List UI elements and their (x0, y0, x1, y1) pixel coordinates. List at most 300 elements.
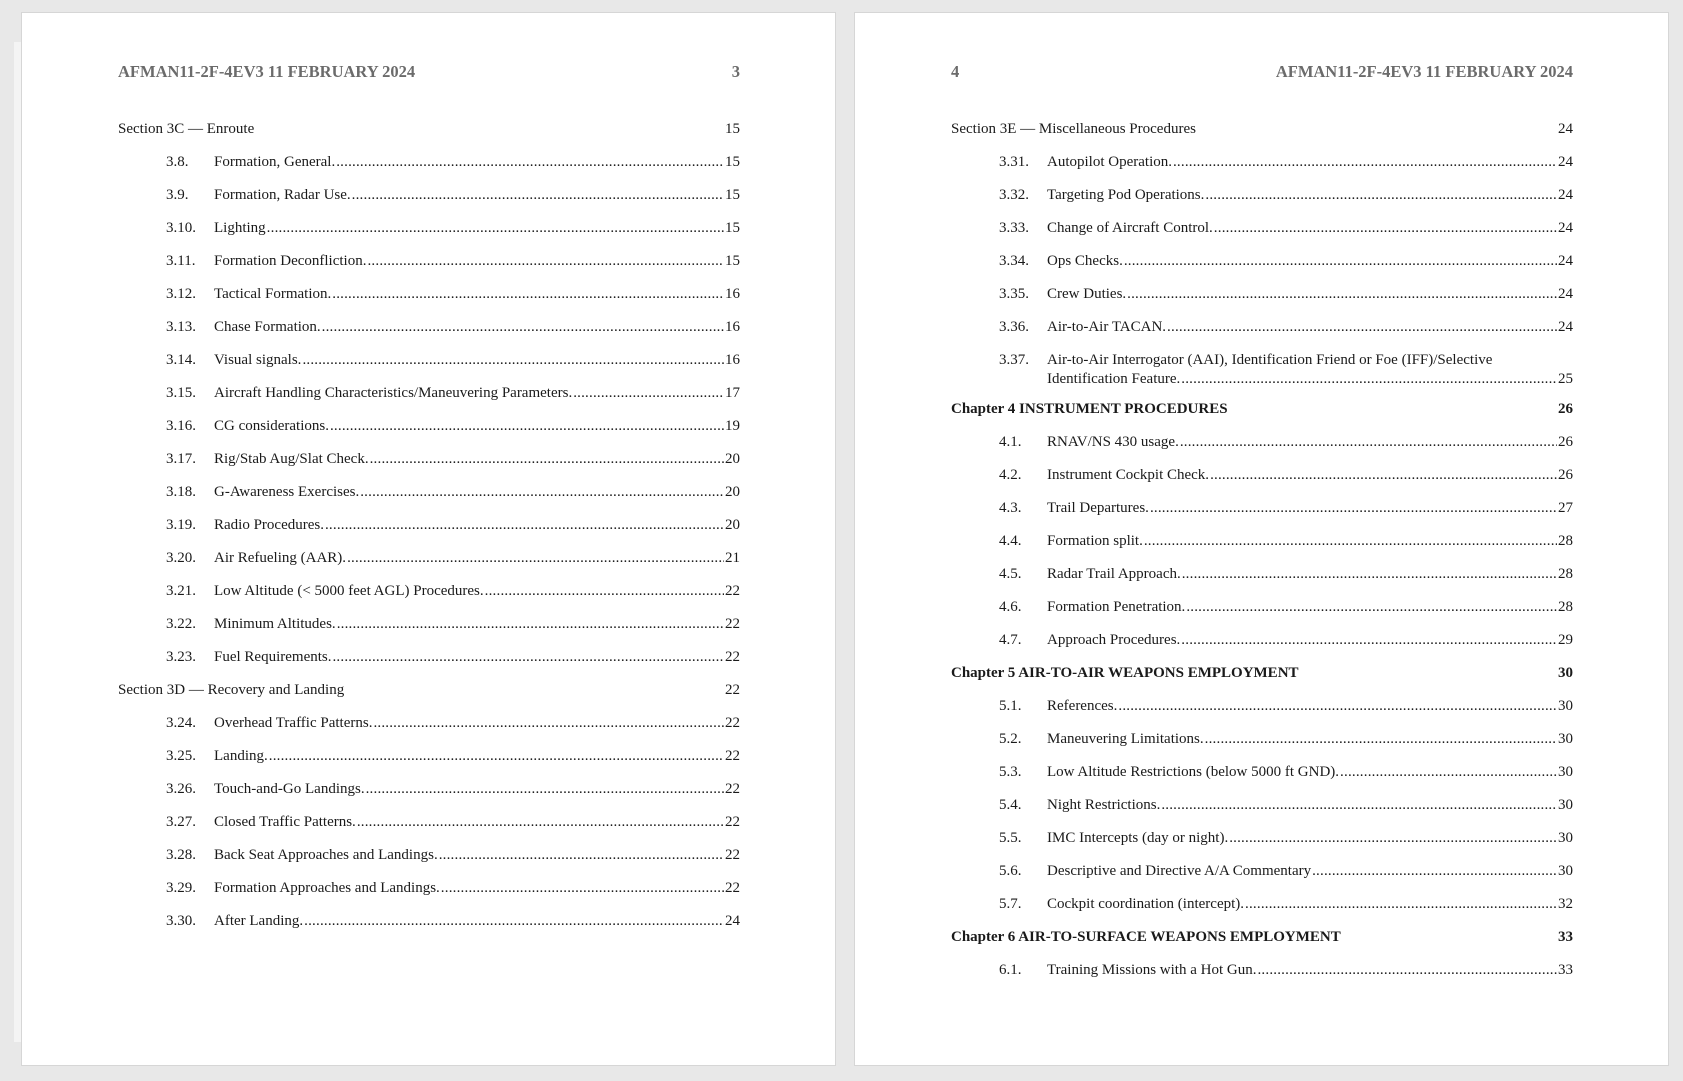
toc-entry-title: Touch-and-Go Landings. (214, 781, 365, 797)
toc-page-number: 24 (1558, 253, 1573, 269)
toc-entry-title: Formation Penetration. (1047, 599, 1186, 615)
toc-entry-number: 3.9. (166, 187, 189, 203)
toc-entry-line (1047, 153, 1573, 172)
page-number: 3 (731, 62, 740, 81)
dot-leader (332, 285, 724, 304)
toc-entry-line (214, 516, 740, 535)
toc-entry-line (1047, 565, 1573, 584)
toc-entry-title: Formation Approaches and Landings. (214, 880, 440, 896)
toc-entry-line (214, 318, 740, 337)
toc-entry-title: Chase Formation. (214, 319, 321, 335)
toc-page-number: 25 (1558, 371, 1573, 387)
toc-entry-title: Air-to-Air Interrogator (AAI), Identification Friend or Foe (IFF)/Selective (1047, 352, 1493, 368)
toc-entry-line (214, 879, 740, 898)
toc-entry-title: Formation, General. (214, 154, 336, 170)
toc-entry[interactable] (951, 346, 1573, 395)
toc-entry-title: Aircraft Handling Characteristics/Maneuvering Parameters. (214, 385, 573, 401)
toc-entry-title: Fuel Requirements. (214, 649, 332, 665)
toc-entry-title: Descriptive and Directive A/A Commentary (1047, 863, 1312, 879)
toc-page-number: 22 (725, 682, 740, 698)
toc-section-heading[interactable] (118, 115, 740, 148)
toc-entry[interactable] (118, 577, 740, 610)
toc-page-number: 22 (725, 583, 740, 599)
toc-entry-number: 3.20. (166, 550, 196, 566)
toc-entry-line (214, 912, 740, 931)
dot-leader (347, 549, 724, 568)
toc-entry-number: 3.29. (166, 880, 196, 896)
toc-entry-title: RNAV/NS 430 usage. (1047, 434, 1179, 450)
toc-entry[interactable] (118, 808, 740, 841)
toc-entry-title: Autopilot Operation. (1047, 154, 1172, 170)
toc-page-number: 24 (1558, 286, 1573, 302)
toc-entry-title: References. (1047, 698, 1118, 714)
dot-leader (1144, 532, 1557, 551)
toc-entry-number: 3.17. (166, 451, 196, 467)
toc-entry-number: 4.6. (999, 599, 1022, 615)
toc-entry-number: 5.3. (999, 764, 1022, 780)
document-title: AFMAN11-2F-4EV3 11 FEBRUARY 2024 (118, 62, 416, 81)
toc-entry[interactable] (951, 758, 1573, 791)
toc-entry-title: Instrument Cockpit Check. (1047, 467, 1210, 483)
toc-entry-number: 3.12. (166, 286, 196, 302)
dot-leader (1214, 219, 1557, 238)
dot-leader (357, 813, 724, 832)
toc-entry[interactable] (951, 956, 1573, 989)
toc-entry-number: 5.4. (999, 797, 1022, 813)
toc-entry-title: Tactical Formation. (214, 286, 332, 302)
toc-entry[interactable] (951, 890, 1573, 923)
toc-entry-title: Formation split. (1047, 533, 1143, 549)
dot-leader (1210, 466, 1557, 485)
chapter-title: Chapter 6 AIR-TO-SURFACE WEAPONS EMPLOYMENT (951, 929, 1341, 945)
toc-page-number: 32 (1558, 896, 1573, 912)
toc-entry-number: 3.22. (166, 616, 196, 632)
toc-entry[interactable] (118, 610, 740, 643)
toc-entry-line (1047, 219, 1573, 238)
toc-page-number: 16 (725, 352, 740, 368)
toc-entry-line (214, 252, 740, 271)
dot-leader (1181, 631, 1557, 650)
toc-entry[interactable] (118, 907, 740, 940)
toc-entry-title: Cockpit coordination (intercept). (1047, 896, 1245, 912)
toc-page-number: 30 (1558, 764, 1573, 780)
toc-entry-title: Formation, Radar Use. (214, 187, 351, 203)
dot-leader (1127, 285, 1557, 304)
dot-leader (337, 615, 724, 634)
toc-entry[interactable] (951, 725, 1573, 758)
toc-page-number: 22 (725, 616, 740, 632)
toc-page-number: 22 (725, 748, 740, 764)
toc-entry-title: Trail Departures. (1047, 500, 1149, 516)
toc-page-number: 24 (1558, 154, 1573, 170)
toc-page-number: 24 (1558, 121, 1573, 137)
dot-leader (304, 912, 724, 931)
toc-page-number: 30 (1558, 698, 1573, 714)
toc-entry[interactable] (951, 593, 1573, 626)
toc-entry-line (214, 483, 740, 502)
toc-entry[interactable] (951, 857, 1573, 890)
toc-entry-line (1047, 598, 1573, 617)
table-of-contents (951, 115, 1573, 989)
toc-entry-line (214, 615, 740, 634)
toc-entry[interactable] (118, 214, 740, 247)
toc-entry-line (1047, 697, 1573, 716)
toc-entry-line (1047, 730, 1573, 749)
toc-entry[interactable] (118, 445, 740, 478)
toc-entry[interactable] (118, 544, 740, 577)
toc-entry[interactable] (118, 181, 740, 214)
toc-entry-line (214, 351, 740, 370)
toc-entry[interactable] (118, 478, 740, 511)
toc-entry-line (1047, 862, 1573, 881)
dot-leader (1205, 186, 1557, 205)
toc-entry-number: 3.36. (999, 319, 1029, 335)
toc-entry-title: Rig/Stab Aug/Slat Check. (214, 451, 369, 467)
toc-entry[interactable] (951, 214, 1573, 247)
dot-leader (1181, 370, 1557, 389)
toc-entry-title: Training Missions with a Hot Gun. (1047, 962, 1257, 978)
toc-page-number: 15 (725, 121, 740, 137)
toc-entry-number: 3.24. (166, 715, 196, 731)
toc-entry-line (1047, 186, 1573, 205)
toc-entry-number: 4.4. (999, 533, 1022, 549)
toc-page-number: 21 (725, 550, 740, 566)
dot-leader (352, 186, 724, 205)
toc-entry-title: Crew Duties. (1047, 286, 1127, 302)
toc-entry-line (214, 582, 740, 601)
toc-entry[interactable] (951, 527, 1573, 560)
section-title: Section 3E — Miscellaneous Procedures (951, 121, 1196, 137)
toc-entry-title: Low Altitude Restrictions (below 5000 ft GND). (1047, 764, 1340, 780)
toc-entry-line (1047, 895, 1573, 914)
toc-entry[interactable] (118, 511, 740, 544)
toc-entry-title: Radar Trail Approach. (1047, 566, 1181, 582)
toc-entry-line (1047, 252, 1573, 271)
toc-entry-number: 3.34. (999, 253, 1029, 269)
toc-entry-number: 3.23. (166, 649, 196, 665)
document-title: AFMAN11-2F-4EV3 11 FEBRUARY 2024 (1275, 62, 1573, 81)
toc-page-number: 24 (725, 913, 740, 929)
dot-leader (1167, 318, 1557, 337)
document-page-4 (854, 12, 1669, 1066)
dot-leader (370, 450, 724, 469)
toc-entry-number: 4.7. (999, 632, 1022, 648)
document-page-3 (21, 12, 836, 1066)
toc-page-number: 27 (1558, 500, 1573, 516)
toc-entry-title: Maneuvering Limitations. (1047, 731, 1204, 747)
dot-leader (302, 351, 724, 370)
toc-page-number: 26 (1558, 401, 1573, 417)
toc-page-number: 22 (725, 781, 740, 797)
dot-leader (1186, 598, 1557, 617)
dot-leader (1124, 252, 1557, 271)
dot-leader (366, 780, 724, 799)
toc-entry-number: 3.35. (999, 286, 1029, 302)
toc-entry-number: 5.7. (999, 896, 1022, 912)
dot-leader (485, 582, 724, 601)
toc-entry-title: CG considerations. (214, 418, 329, 434)
toc-entry[interactable] (118, 247, 740, 280)
toc-entry-line (214, 219, 740, 238)
toc-entry-number: 3.10. (166, 220, 196, 236)
toc-entry[interactable] (951, 494, 1573, 527)
dot-leader (1150, 499, 1557, 518)
toc-page-number: 16 (725, 319, 740, 335)
toc-page-number: 28 (1558, 566, 1573, 582)
running-header (118, 62, 740, 84)
toc-entry-line (214, 384, 740, 403)
dot-leader (1118, 697, 1557, 716)
toc-entry[interactable] (951, 791, 1573, 824)
toc-entry-line (214, 153, 740, 172)
toc-entry[interactable] (118, 412, 740, 445)
toc-entry[interactable] (951, 461, 1573, 494)
toc-entry-line (214, 780, 740, 799)
toc-entry-title: After Landing. (214, 913, 304, 929)
toc-page-number: 16 (725, 286, 740, 302)
section-title: Section 3D — Recovery and Landing (118, 682, 345, 698)
toc-entry-title: Minimum Altitudes. (214, 616, 336, 632)
dot-leader (1205, 730, 1557, 749)
toc-entry[interactable] (951, 247, 1573, 280)
toc-section-heading[interactable] (118, 676, 740, 709)
running-header (951, 62, 1573, 84)
toc-entry[interactable] (951, 148, 1573, 181)
toc-page-number: 20 (725, 451, 740, 467)
toc-entry-line (214, 747, 740, 766)
toc-entry-number: 3.16. (166, 418, 196, 434)
toc-entry-number: 3.13. (166, 319, 196, 335)
toc-entry-line (214, 714, 740, 733)
toc-entry-number: 3.14. (166, 352, 196, 368)
toc-entry[interactable] (951, 692, 1573, 725)
toc-chapter-heading[interactable] (951, 923, 1573, 956)
toc-entry-line (1047, 763, 1573, 782)
toc-entry-number: 3.31. (999, 154, 1029, 170)
toc-entry-line (1047, 631, 1573, 650)
table-of-contents (118, 115, 740, 940)
toc-entry-number: 3.30. (166, 913, 196, 929)
dot-leader (573, 384, 724, 403)
toc-entry-title: Closed Traffic Patterns. (214, 814, 356, 830)
dot-leader (441, 879, 724, 898)
toc-entry-number: 3.33. (999, 220, 1029, 236)
toc-entry-number: 3.32. (999, 187, 1029, 203)
toc-page-number: 33 (1558, 962, 1573, 978)
toc-entry-title: Visual signals. (214, 352, 302, 368)
toc-entry-line (214, 648, 740, 667)
toc-entry-title: Formation Deconfliction. (214, 253, 367, 269)
toc-page-number: 33 (1558, 929, 1573, 945)
toc-entry[interactable] (118, 643, 740, 676)
toc-entry[interactable] (118, 148, 740, 181)
dot-leader (332, 648, 724, 667)
toc-entry-number: 5.5. (999, 830, 1022, 846)
toc-entry-line (1047, 285, 1573, 304)
toc-entry[interactable] (951, 560, 1573, 593)
toc-entry[interactable] (118, 313, 740, 346)
toc-entry-number: 5.6. (999, 863, 1022, 879)
dot-leader (325, 516, 724, 535)
dot-leader (267, 219, 724, 238)
toc-entry-title: Night Restrictions. (1047, 797, 1161, 813)
toc-entry-line (1047, 532, 1573, 551)
toc-entry-title-continued: Identification Feature. (1047, 371, 1181, 387)
toc-entry-line (1047, 796, 1573, 815)
toc-section-heading[interactable] (951, 115, 1573, 148)
toc-entry[interactable] (118, 379, 740, 412)
toc-entry-line (214, 417, 740, 436)
toc-entry-line (1047, 961, 1573, 980)
dot-leader (336, 153, 724, 172)
dot-leader (439, 846, 724, 865)
toc-entry-title: Air-to-Air TACAN. (1047, 319, 1167, 335)
toc-entry-title: Change of Aircraft Control. (1047, 220, 1213, 236)
toc-page-number: 20 (725, 517, 740, 533)
toc-entry-number: 3.21. (166, 583, 196, 599)
dot-leader (1312, 862, 1557, 881)
toc-entry-continuation (1047, 370, 1573, 389)
chapter-title: Chapter 5 AIR-TO-AIR WEAPONS EMPLOYMENT (951, 665, 1299, 681)
toc-entry-line (1047, 466, 1573, 485)
toc-entry-title: Targeting Pod Operations. (1047, 187, 1205, 203)
toc-entry-title: Lighting (214, 220, 266, 236)
toc-entry-number: 6.1. (999, 962, 1022, 978)
toc-entry[interactable] (951, 626, 1573, 659)
toc-entry-line (1047, 351, 1573, 389)
toc-page-number: 30 (1558, 830, 1573, 846)
dot-leader (360, 483, 724, 502)
dot-leader (1245, 895, 1557, 914)
toc-entry-line (214, 450, 740, 469)
toc-entry-title: Overhead Traffic Patterns. (214, 715, 373, 731)
toc-entry-number: 3.18. (166, 484, 196, 500)
toc-page-number: 28 (1558, 533, 1573, 549)
toc-entry-line (1047, 318, 1573, 337)
toc-entry-line (214, 846, 740, 865)
toc-entry-line (214, 813, 740, 832)
toc-entry-number: 5.2. (999, 731, 1022, 747)
toc-entry-line (214, 186, 740, 205)
toc-page-number: 15 (725, 187, 740, 203)
toc-page-number: 15 (725, 253, 740, 269)
toc-entry-number: 3.37. (999, 352, 1029, 368)
dot-leader (1180, 433, 1557, 452)
toc-entry[interactable] (118, 874, 740, 907)
toc-entry-number: 4.1. (999, 434, 1022, 450)
toc-entry-line (214, 549, 740, 568)
toc-entry-number: 4.3. (999, 500, 1022, 516)
toc-entry-number: 4.2. (999, 467, 1022, 483)
toc-entry-title: G-Awareness Exercises. (214, 484, 360, 500)
toc-entry-title: Landing. (214, 748, 268, 764)
toc-entry-number: 3.19. (166, 517, 196, 533)
toc-entry-title: Approach Procedures. (1047, 632, 1181, 648)
toc-entry-title: Back Seat Approaches and Landings. (214, 847, 438, 863)
toc-entry-title: IMC Intercepts (day or night). (1047, 830, 1229, 846)
toc-entry-number: 3.27. (166, 814, 196, 830)
toc-entry[interactable] (118, 280, 740, 313)
dot-leader (367, 252, 724, 271)
toc-page-number: 22 (725, 814, 740, 830)
toc-entry-title: Ops Checks. (1047, 253, 1123, 269)
toc-page-number: 28 (1558, 599, 1573, 615)
dot-leader (330, 417, 724, 436)
toc-entry-line (1047, 433, 1573, 452)
toc-entry[interactable] (118, 709, 740, 742)
toc-entry-line (214, 285, 740, 304)
toc-entry-title: Air Refueling (AAR). (214, 550, 347, 566)
dot-leader (1340, 763, 1557, 782)
dot-leader (373, 714, 724, 733)
dot-leader (1229, 829, 1557, 848)
toc-page-number: 22 (725, 880, 740, 896)
toc-entry-number: 3.25. (166, 748, 196, 764)
toc-entry-line (1047, 829, 1573, 848)
toc-entry-line (1047, 499, 1573, 518)
toc-page-number: 29 (1558, 632, 1573, 648)
chapter-title: Chapter 4 INSTRUMENT PROCEDURES (951, 401, 1228, 417)
toc-page-number: 24 (1558, 187, 1573, 203)
toc-page-number: 30 (1558, 797, 1573, 813)
toc-entry[interactable] (118, 742, 740, 775)
toc-entry-number: 3.26. (166, 781, 196, 797)
toc-chapter-heading[interactable] (951, 395, 1573, 428)
toc-entry[interactable] (951, 428, 1573, 461)
dot-leader (269, 747, 724, 766)
dot-leader (322, 318, 724, 337)
toc-entry[interactable] (118, 775, 740, 808)
toc-chapter-heading[interactable] (951, 659, 1573, 692)
toc-page-number: 24 (1558, 220, 1573, 236)
page-number: 4 (951, 62, 960, 81)
toc-entry[interactable] (118, 346, 740, 379)
toc-page-number: 20 (725, 484, 740, 500)
toc-entry-number: 3.11. (166, 253, 196, 269)
toc-page-number: 30 (1558, 863, 1573, 879)
dot-leader (1257, 961, 1557, 980)
toc-entry-number: 3.28. (166, 847, 196, 863)
dot-leader (1173, 153, 1557, 172)
toc-entry[interactable] (951, 313, 1573, 346)
toc-page-number: 22 (725, 847, 740, 863)
toc-page-number: 26 (1558, 467, 1573, 483)
dot-leader (1161, 796, 1557, 815)
toc-page-number: 17 (725, 385, 740, 401)
toc-entry-number: 4.5. (999, 566, 1022, 582)
section-title: Section 3C — Enroute (118, 121, 255, 137)
toc-page-number: 26 (1558, 434, 1573, 450)
toc-entry-number: 3.8. (166, 154, 189, 170)
dot-leader (1182, 565, 1557, 584)
toc-page-number: 22 (725, 649, 740, 665)
toc-page-number: 19 (725, 418, 740, 434)
toc-entry[interactable] (951, 824, 1573, 857)
toc-entry-title: Radio Procedures. (214, 517, 324, 533)
toc-entry-title: Low Altitude (< 5000 feet AGL) Procedures. (214, 583, 484, 599)
toc-entry[interactable] (951, 280, 1573, 313)
toc-page-number: 22 (725, 715, 740, 731)
toc-entry[interactable] (118, 841, 740, 874)
toc-page-number: 24 (1558, 319, 1573, 335)
toc-page-number: 15 (725, 220, 740, 236)
toc-entry[interactable] (951, 181, 1573, 214)
toc-page-number: 15 (725, 154, 740, 170)
toc-page-number: 30 (1558, 665, 1573, 681)
toc-entry-number: 5.1. (999, 698, 1022, 714)
toc-entry-number: 3.15. (166, 385, 196, 401)
toc-page-number: 30 (1558, 731, 1573, 747)
